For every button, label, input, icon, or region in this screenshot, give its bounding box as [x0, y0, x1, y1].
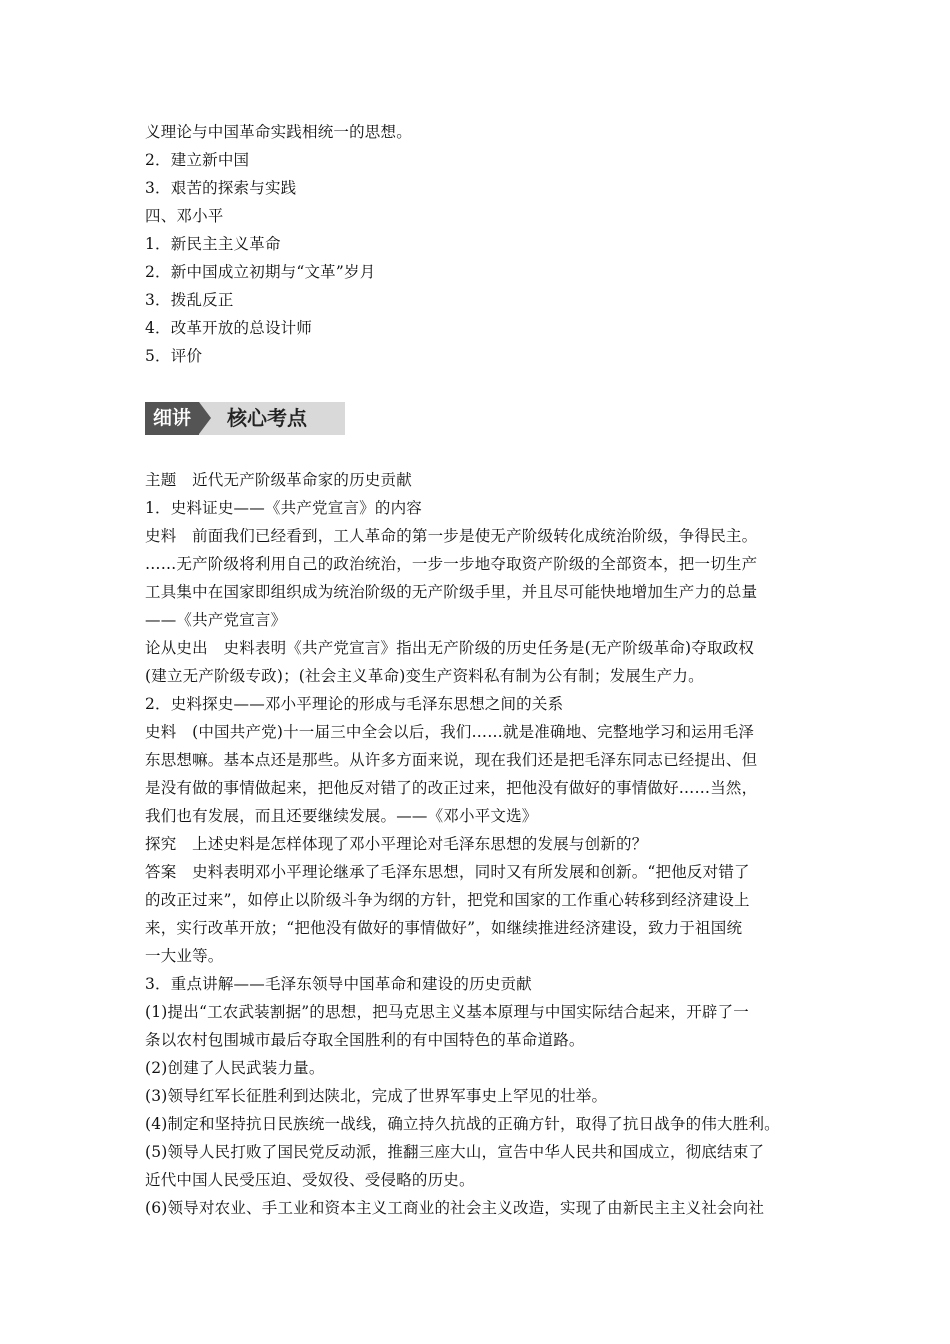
text-line: 的改正过来”，如停止以阶级斗争为纲的方针，把党和国家的工作重心转移到经济建设上 — [145, 891, 750, 909]
banner-arrow-icon — [199, 402, 211, 434]
text-line: (5)领导人民打败了国民党反动派，推翻三座大山，宣告中华人民共和国成立，彻底结束了 — [145, 1143, 765, 1161]
text-line: 3．拨乱反正 — [145, 291, 234, 309]
text-line: (2)创建了人民武装力量。 — [145, 1059, 325, 1077]
text-line: 工具集中在国家即组织成为统治阶级的无产阶级手里，并且尽可能快地增加生产力的总量 — [145, 583, 758, 601]
text-line: (3)领导红军长征胜利到达陕北，完成了世界军事史上罕见的壮举。 — [145, 1087, 608, 1105]
text-line: 3．艰苦的探索与实践 — [145, 179, 297, 197]
text-line: 史料 (中国共产党)十一届三中全会以后，我们……就是准确地、完整地学习和运用毛泽 — [145, 723, 755, 741]
text-line: 条以农村包围城市最后夺取全国胜利的有中国特色的革命道路。 — [145, 1031, 585, 1049]
text-line: 答案 史料表明邓小平理论继承了毛泽东思想，同时又有所发展和创新。“把他反对错了 — [145, 863, 750, 881]
text-line: 义理论与中国革命实践相统一的思想。 — [145, 123, 412, 141]
banner-title: 核心考点 — [227, 406, 307, 430]
text-line: 3．重点讲解——毛泽东领导中国革命和建设的历史贡献 — [145, 975, 532, 993]
section-banner — [145, 402, 345, 435]
text-line: 是没有做的事情做起来，把他反对错了的改正过来，把他没有做好的事情做好……当然， — [145, 779, 758, 797]
text-line: 5．评价 — [145, 347, 203, 365]
text-line: 1．史料证史——《共产党宣言》的内容 — [145, 499, 422, 517]
text-line: (4)制定和坚持抗日民族统一战线，确立持久抗战的正确方针，取得了抗日战争的伟大胜利。 — [145, 1115, 780, 1133]
text-line: (建立无产阶级专政)；(社会主义革命)变生产资料私有制为公有制；发展生产力。 — [145, 667, 704, 685]
text-line: 2．建立新中国 — [145, 151, 250, 169]
topic-heading: 主题 近代无产阶级革命家的历史贡献 — [145, 471, 412, 489]
text-line: (6)领导对农业、手工业和资本主义工商业的社会主义改造，实现了由新民主主义社会向社 — [145, 1199, 765, 1217]
text-line: 我们也有发展，而且还要继续发展。——《邓小平文选》 — [145, 807, 538, 825]
text-line: 2．史料探史——邓小平理论的形成与毛泽东思想之间的关系 — [145, 695, 564, 713]
text-line: 来，实行改革开放；“把他没有做好的事情做好”，如继续推进经济建设，致力于祖国统 — [145, 919, 743, 937]
text-line: 2．新中国成立初期与“文革”岁月 — [145, 263, 376, 281]
text-line: 探究 上述史料是怎样体现了邓小平理论对毛泽东思想的发展与创新的？ — [145, 835, 648, 853]
text-line: 一大业等。 — [145, 947, 224, 965]
text-line: 论从史出 史料表明《共产党宣言》指出无产阶级的历史任务是(无产阶级革命)夺取政权 — [145, 639, 755, 657]
text-line: 1．新民主主义革命 — [145, 235, 281, 253]
text-line: 近代中国人民受压迫、受奴役、受侵略的历史。 — [145, 1171, 475, 1189]
text-line: (1)提出“工农武装割据”的思想，把马克思主义基本原理与中国实际结合起来，开辟了一 — [145, 1003, 750, 1021]
text-line: ……无产阶级将利用自己的政治统治，一步一步地夺取资产阶级的全部资本，把一切生产 — [145, 555, 758, 573]
text-line: 史料 前面我们已经看到，工人革命的第一步是使无产阶级转化成统治阶级，争得民主。 — [145, 527, 758, 545]
text-line: ——《共产党宣言》 — [145, 611, 287, 629]
text-line: 东思想嘛。基本点还是那些。从许多方面来说，现在我们还是把毛泽东同志已经提出、但 — [145, 751, 758, 769]
text-line: 4．改革开放的总设计师 — [145, 319, 313, 337]
section-heading: 四、邓小平 — [145, 207, 224, 225]
banner-tag: 细讲 — [145, 402, 199, 435]
